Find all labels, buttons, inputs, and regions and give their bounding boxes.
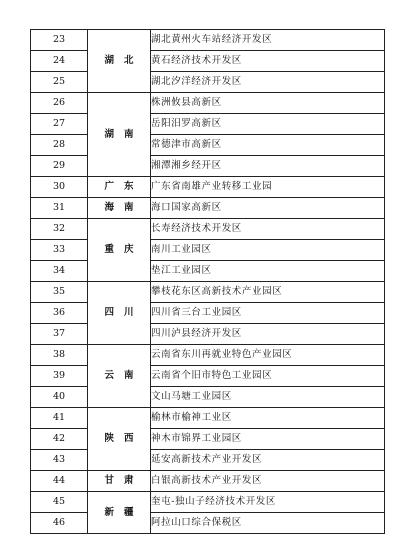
- row-number: 35: [31, 282, 88, 303]
- province-name: 甘肃: [104, 475, 144, 486]
- zone-name: 阿拉山口综合保税区: [151, 513, 385, 534]
- zone-name: 常德津市高新区: [151, 135, 385, 156]
- table-row: [31, 93, 385, 114]
- zone-name: 湖北汐洋经济开发区: [151, 72, 385, 93]
- table-row: [31, 30, 385, 51]
- row-number: 37: [31, 324, 88, 345]
- province-name: 陕西: [104, 433, 144, 444]
- province-name: 海南: [104, 202, 144, 213]
- row-number: 45: [31, 492, 88, 513]
- row-number: 46: [31, 513, 88, 534]
- province-cell: [88, 492, 151, 534]
- zone-name: 奎屯-独山子经济技术开发区: [151, 492, 385, 513]
- table-row: [31, 240, 385, 261]
- table-row: [31, 51, 385, 72]
- province-name: 广东: [104, 181, 144, 192]
- zone-name: 湘潭湘乡经开区: [151, 156, 385, 177]
- province-name: 重庆: [104, 244, 144, 255]
- table-row: [31, 303, 385, 324]
- province-cell: [88, 408, 151, 471]
- zone-name: 榆林市榆神工业区: [151, 408, 385, 429]
- table-row: [31, 345, 385, 366]
- province-cell: [88, 345, 151, 408]
- table-row: [31, 471, 385, 492]
- zone-name: 垫江工业园区: [151, 261, 385, 282]
- row-number: 31: [31, 198, 88, 219]
- province-name: 新疆: [104, 506, 144, 518]
- province-name: 四川: [104, 307, 144, 318]
- zone-name: 湖北黄州火车站经济开发区: [151, 30, 385, 51]
- table-row: [31, 450, 385, 471]
- table-row: [31, 198, 385, 219]
- row-number: 38: [31, 345, 88, 366]
- table-row: [31, 219, 385, 240]
- zone-name: 四川泸县经济开发区: [151, 324, 385, 345]
- table-row: [31, 387, 385, 408]
- row-number: 27: [31, 114, 88, 135]
- row-number: 23: [31, 30, 88, 51]
- zone-name: 株洲攸县高新区: [151, 93, 385, 114]
- zone-name: 广东省南雄产业转移工业园: [151, 177, 385, 198]
- province-cell: [88, 219, 151, 282]
- province-name: 湖南: [104, 128, 144, 140]
- row-number: 33: [31, 240, 88, 261]
- row-number: 25: [31, 72, 88, 93]
- row-number: 39: [31, 366, 88, 387]
- row-number: 43: [31, 450, 88, 471]
- table-row: [31, 282, 385, 303]
- table-row: [31, 135, 385, 156]
- zone-list-table: [30, 29, 385, 534]
- province-cell: [88, 30, 151, 93]
- zone-name: 延安高新技术产业开发区: [151, 450, 385, 471]
- table-row: [31, 72, 385, 93]
- zone-name: 云南省个旧市特色工业园区: [151, 366, 385, 387]
- table-row: [31, 513, 385, 534]
- row-number: 42: [31, 429, 88, 450]
- province-cell: [88, 177, 151, 198]
- province-cell: [88, 198, 151, 219]
- row-number: 40: [31, 387, 88, 408]
- zone-name: 攀枝花东区高新技术产业园区: [151, 282, 385, 303]
- zone-name: 南川工业园区: [151, 240, 385, 261]
- row-number: 28: [31, 135, 88, 156]
- zone-name: 白银高新技术产业开发区: [151, 471, 385, 492]
- row-number: 29: [31, 156, 88, 177]
- province-cell: [88, 471, 151, 492]
- zone-name: 云南省东川再就业特色产业园区: [151, 345, 385, 366]
- row-number: 41: [31, 408, 88, 429]
- table-row: [31, 408, 385, 429]
- table-body: [31, 30, 385, 534]
- zone-name: 黄石经济技术开发区: [151, 51, 385, 72]
- zone-name: 长寿经济技术开发区: [151, 219, 385, 240]
- zone-name: 神木市锦界工业园区: [151, 429, 385, 450]
- province-name: 湖北: [104, 55, 144, 66]
- row-number: 32: [31, 219, 88, 240]
- row-number: 26: [31, 93, 88, 114]
- province-cell: [88, 282, 151, 345]
- row-number: 36: [31, 303, 88, 324]
- table-row: [31, 429, 385, 450]
- province-name: 云南: [104, 370, 144, 381]
- row-number: 44: [31, 471, 88, 492]
- table-row: [31, 366, 385, 387]
- table-row: [31, 324, 385, 345]
- row-number: 30: [31, 177, 88, 198]
- table-row: [31, 114, 385, 135]
- province-cell: [88, 93, 151, 177]
- row-number: 24: [31, 51, 88, 72]
- zone-name: 文山马塘工业园区: [151, 387, 385, 408]
- table-row: [31, 261, 385, 282]
- table-row: [31, 492, 385, 513]
- table-row: [31, 156, 385, 177]
- row-number: 34: [31, 261, 88, 282]
- table-row: [31, 177, 385, 198]
- zone-name: 岳阳汨罗高新区: [151, 114, 385, 135]
- zone-name: 四川省三台工业园区: [151, 303, 385, 324]
- zone-name: 海口国家高新区: [151, 198, 385, 219]
